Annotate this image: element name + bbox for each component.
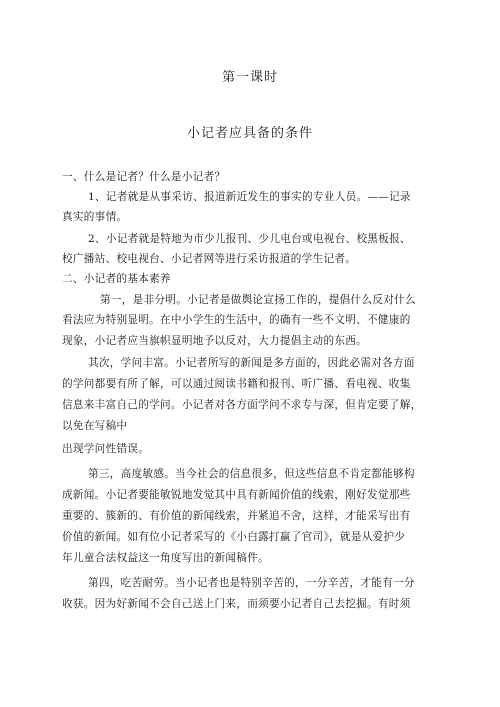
body-line: 的学问都要有所了解，可以通过阅读书籍和报刊、听广播、看电视、收集 xyxy=(62,378,411,390)
body-line: 第四，吃苦耐劳。当小记者也是特别辛苦的，一分辛苦，才能有一分 xyxy=(88,577,415,589)
body-line: 看法应为特别显明。在中小学生的生活中，的确有一些不文明、不健康的 xyxy=(62,314,411,326)
body-line: 重要的、簇新的、有价值的新闻线索，并紧追不舍，这样，才能采写出有 xyxy=(62,510,411,522)
lesson-title: 第一课时 xyxy=(221,70,278,85)
body-line: 第三，高度敏感。当今社会的信息很多，但这些信息不肯定都能够构 xyxy=(88,468,415,480)
body-line: 校广播站、校电视台、小记者网等进行采访报道的学生记者。 xyxy=(62,253,357,265)
heading-basic-qualities: 二、小记者的基本素养 xyxy=(62,273,171,285)
body-line: 其次，学问丰富。小记者所写的新闻是多方面的，因此必需对各方面 xyxy=(88,357,415,369)
body-line: 信息来丰富自己的学问。小记者对各方面学问不求专与深，但肯定要了解， xyxy=(62,399,422,411)
body-line: 以免在写稿中 xyxy=(62,420,128,432)
body-line: 成新闻。小记者要能敏锐地发觉其中具有新闻价值的线索，刚好发觉那些 xyxy=(62,489,411,501)
body-line: 1、记者就是从事采访、报道新近发生的事实的专业人员。——记录 xyxy=(88,191,411,203)
body-line: 出现学问性错误。 xyxy=(62,443,150,455)
topic-title: 小记者应具备的条件 xyxy=(186,126,313,141)
body-line: 2、小记者就是特地为市少儿报刊、少儿电台或电视台、校黑板报、 xyxy=(88,233,411,245)
heading-what-is-reporter: 一、什么是记者？什么是小记者？ xyxy=(62,171,226,183)
body-line: 第一，是非分明。小记者是做舆论宣扬工作的，提倡什么反对什么 xyxy=(100,294,416,306)
body-line: 收获。因为好新闻不会自己送上门来，而须要小记者自己去挖掘。有时须 xyxy=(62,598,411,610)
body-line: 价值的新闻。如有位小记者采写的《小白露打赢了官司》，就是从爱护少 xyxy=(62,531,406,543)
body-line: 真实的事情。 xyxy=(62,211,128,223)
body-line: 年儿童合法权益这一角度写出的新闻稿件。 xyxy=(62,552,269,564)
body-line: 现象，小记者应当旗帜显明地予以反对，大力提倡主动的东西。 xyxy=(62,335,368,347)
